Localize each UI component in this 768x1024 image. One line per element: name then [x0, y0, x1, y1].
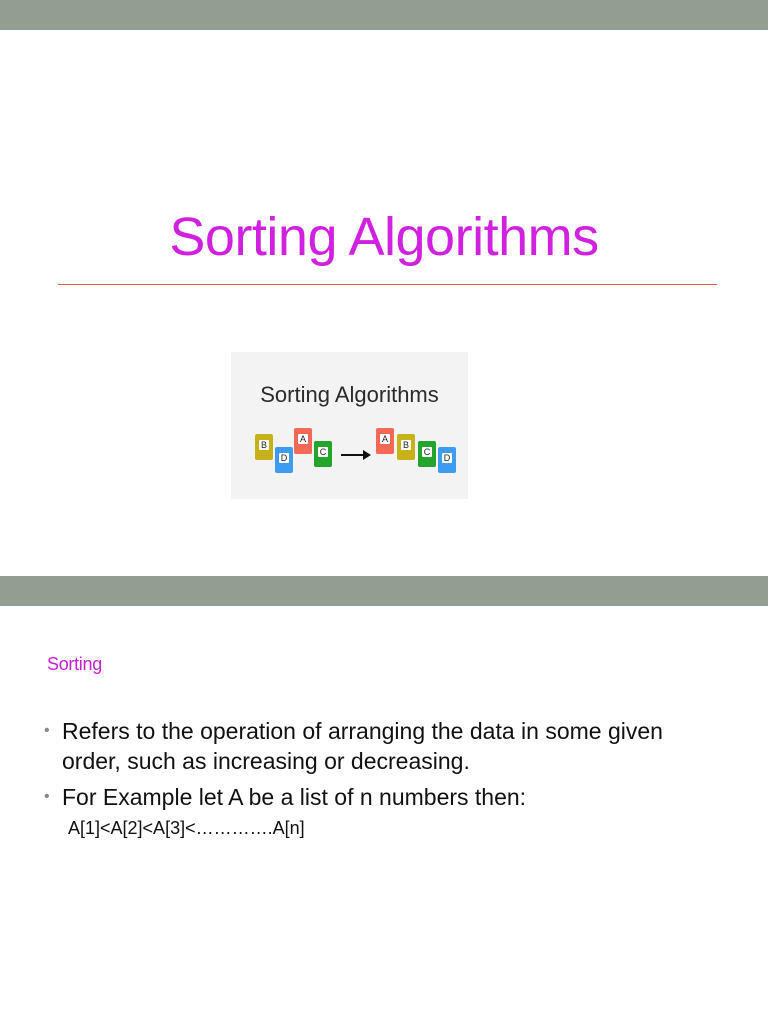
- slide-top-bar: [0, 0, 768, 30]
- card-after-c: [418, 441, 436, 467]
- section-heading: Sorting: [47, 654, 102, 674]
- card-label: D: [280, 453, 288, 463]
- card-before-d: [275, 447, 293, 473]
- card-label: C: [319, 447, 327, 457]
- illustration-title: Sorting Algorithms: [260, 382, 439, 407]
- bullet-text: Refers to the operation of arranging the data in some given order, such as increasing or decreasing.: [62, 718, 663, 774]
- card-label: B: [260, 440, 267, 450]
- bullet-dot-icon: •: [44, 722, 50, 739]
- sorting-illustration: [231, 352, 468, 499]
- bullet-text: For Example let A be a list of n numbers then:: [62, 784, 527, 810]
- card-after-d: [438, 447, 456, 473]
- card-after-b: [397, 434, 415, 460]
- card-label: B: [402, 440, 409, 450]
- bullet-item: [44, 782, 724, 812]
- arrow-head-icon: [363, 450, 371, 460]
- card-label: D: [443, 453, 451, 463]
- title-underline: [58, 284, 717, 285]
- card-label: C: [423, 447, 431, 457]
- card-label: A: [299, 434, 306, 444]
- slide-divider-bar: [0, 576, 768, 606]
- card-before-b: [255, 434, 273, 460]
- card-before-c: [314, 441, 332, 467]
- slide-title: Sorting Algorithms: [169, 207, 599, 267]
- card-after-a: [376, 428, 394, 454]
- card-label: A: [381, 434, 388, 444]
- bullet-list: [44, 716, 724, 818]
- bullet-dot-icon: •: [44, 788, 50, 805]
- ordering-formula: A[1]<A[2]<A[3]<………….A[n]: [68, 818, 305, 838]
- card-before-a: [294, 428, 312, 454]
- right-arrow-icon: [341, 454, 365, 456]
- bullet-item: [44, 716, 724, 776]
